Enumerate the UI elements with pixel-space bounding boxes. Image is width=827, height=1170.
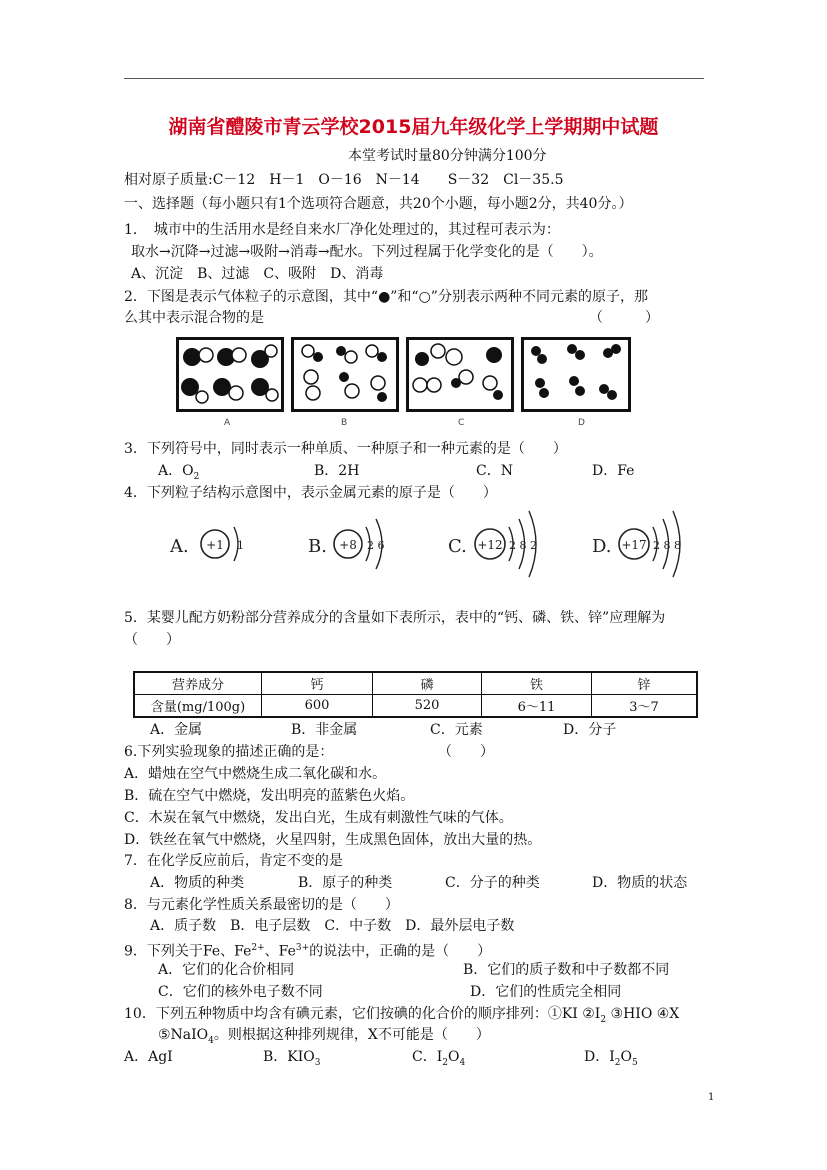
- q7-option-a: A．物质的种类: [150, 875, 245, 891]
- q3-option-a: A．$O_2$: [158, 463, 200, 482]
- table-cell: 600: [262, 695, 373, 718]
- q6-option-a: A．蜡烛在空气中燃烧生成二氧化碳和水。: [124, 766, 387, 782]
- particle-diagram: [176, 337, 632, 413]
- q5-option-b: B．非金属: [291, 722, 358, 738]
- atom-a-nucleus: +1: [206, 538, 224, 552]
- q5-line1: 5．某婴儿配方奶粉部分营养成分的含量如下表所示，表中的“钙、磷、铁、锌”应理解为: [124, 610, 666, 626]
- atom-b-nucleus: +8: [339, 538, 357, 552]
- table-header-cell: 铁: [482, 672, 592, 695]
- atomic-masses: 相对原子质量:C－12 H－1 O－16 N－14 S－32 Cl－35.5: [124, 172, 564, 188]
- q8-stem: 8．与元素化学性质关系最密切的是（ ）: [124, 897, 399, 913]
- table-cell: 6～11: [482, 695, 592, 718]
- q2-line2: 么其中表示混合物的是: [124, 310, 264, 326]
- atom-c-letter: C.: [448, 536, 467, 557]
- q7-option-d: D．物质的状态: [592, 875, 688, 891]
- q9-option-d: D．它们的性质完全相同: [470, 984, 622, 1000]
- atom-c-nucleus: +12: [477, 538, 503, 552]
- atom-d-shells: 2 8 8: [653, 539, 681, 552]
- box-c-particles: [413, 344, 503, 400]
- q7-stem: 7．在化学反应前后，肯定不变的是: [124, 853, 343, 869]
- q5-option-a: A．金属: [150, 722, 203, 738]
- table-cell: 含量(mg/100g): [134, 695, 262, 718]
- q6-option-b: B．硫在空气中燃烧，发出明亮的蓝紫色火焰。: [124, 788, 415, 804]
- q7-option-c: C．分子的种类: [445, 875, 540, 891]
- q1-line1: 1． 城市中的生活用水是经自来水厂净化处理过的，其过程可表示为：: [124, 222, 560, 238]
- atomic-structure-diagrams: [168, 505, 698, 583]
- q6-option-c: C．木炭在氧气中燃烧，发出白光，生成有刺激性气味的气体。: [124, 810, 513, 826]
- q2-line1: 2．下图是表示气体粒子的示意图，其中“●”和“○”分别表示两种不同元素的原子，那: [124, 289, 648, 305]
- table-header-cell: 锌: [592, 672, 698, 695]
- table-cell: 3～7: [592, 695, 698, 718]
- q5-line2: （ ）: [124, 632, 180, 648]
- table-header-cell: 钙: [262, 672, 373, 695]
- q10-option-d: D．$I_2O_5$: [584, 1049, 638, 1068]
- page-title: 湖南省醴陵市青云学校2015届九年级化学上学期期中试题: [168, 116, 659, 138]
- q5-option-c: C．元素: [430, 722, 483, 738]
- box-a-particles: [181, 345, 278, 403]
- q4-stem: 4．下列粒子结构示意图中，表示金属元素的原子是（ ）: [124, 485, 497, 501]
- box-b-particles: [302, 345, 387, 402]
- q10-line1: 10．下列五种物质中均含有碘元素，它们按碘的化合价的顺序排列：①KI $②I_2$ ③HIO ④X: [124, 1006, 680, 1025]
- header-rule: [124, 78, 704, 79]
- table-row: [134, 695, 697, 718]
- atom-b-shells: 2 6: [367, 539, 385, 552]
- section-heading: 一、选择题（每小题只有1个选项符合题意，共20个小题，每小题2分，共40分。）: [124, 196, 633, 212]
- atom-a-shells: 1: [237, 539, 244, 552]
- q9-option-c: C．它们的核外电子数不同: [158, 984, 323, 1000]
- q6-option-d: D．铁丝在氧气中燃烧，火星四射，生成黑色固体，放出大量的热。: [124, 832, 542, 848]
- q3-option-c: C．N: [476, 463, 513, 479]
- q7-option-b: B．原子的种类: [298, 875, 393, 891]
- table-header-cell: 营养成分: [134, 672, 262, 695]
- q1-options: A、沉淀 B、过滤 C、吸附 D、消毒: [131, 266, 384, 282]
- q3-stem: 3．下列符号中，同时表示一种单质、一种原子和一种元素的是（ ）: [124, 441, 567, 457]
- q8-options: A．质子数 B．电子层数 C．中子数 D．最外层电子数: [150, 918, 515, 934]
- atom-d-nucleus: +17: [621, 538, 647, 552]
- diagram-label-c: C: [458, 418, 465, 428]
- q9-stem: 9．下列关于Fe、$Fe^{2+}$、$Fe^{3+}$的说法中，正确的是（ ）: [124, 943, 492, 960]
- q6-paren: （ ）: [438, 744, 494, 760]
- q10-option-b: B．$KIO_3$: [263, 1049, 321, 1068]
- q6-stem: 6.下列实验现象的描述正确的是：: [124, 744, 334, 760]
- q10-option-a: A．AgI: [124, 1049, 173, 1065]
- q5-option-d: D．分子: [563, 722, 617, 738]
- atom-a-letter: A.: [170, 536, 189, 557]
- table-header-cell: 磷: [373, 672, 482, 695]
- atom-b-letter: B.: [308, 536, 327, 557]
- diagram-label-a: A: [224, 418, 231, 428]
- atom-c-shells: 2 8 2: [509, 539, 537, 552]
- q10-option-c: C．$I_2O_4$: [412, 1049, 466, 1068]
- exam-info: 本堂考试时量80分钟满分100分: [348, 148, 547, 164]
- q3-option-d: D．Fe: [592, 463, 635, 479]
- q10-line2: ⑤NaIO$_4$。则根据这种排列规律，X不可能是（ ）: [158, 1027, 490, 1046]
- q1-line2: 取水→沉降→过滤→吸附→消毒→配水。下列过程属于化学变化的是（ ）。: [131, 244, 603, 260]
- table-header-row: [134, 672, 697, 695]
- diagram-label-b: B: [341, 418, 348, 428]
- diagram-label-d: D: [578, 418, 585, 428]
- q3-option-b: B．2H: [314, 463, 360, 479]
- q9-option-a: A．它们的化合价相同: [158, 962, 295, 978]
- page-number: 1: [708, 1092, 715, 1103]
- nutrition-table: [133, 671, 698, 718]
- table-cell: 520: [373, 695, 482, 718]
- q9-option-b: B．它们的质子数和中子数都不同: [463, 962, 670, 978]
- atom-d-letter: D.: [592, 536, 612, 557]
- box-d-particles: [531, 344, 621, 400]
- q2-paren: （ ）: [589, 310, 659, 326]
